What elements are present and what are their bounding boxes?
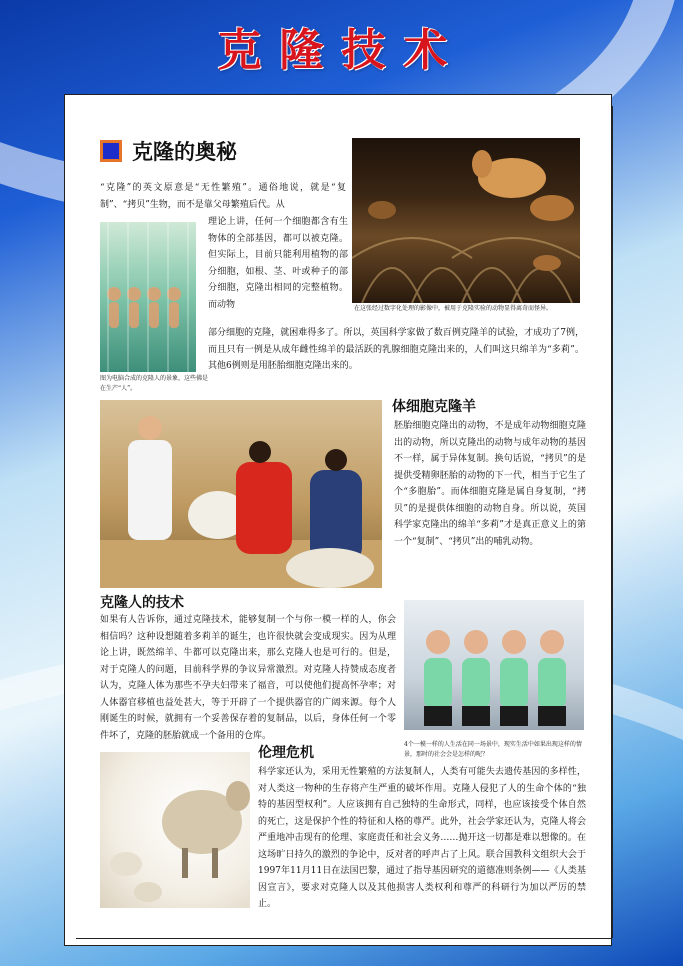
dolly-sheep-illustration [100, 752, 250, 908]
section-heading-mystery: 克隆的奥秘 [132, 139, 237, 164]
frame-line-right [612, 106, 613, 938]
photo-floating-animals [352, 138, 580, 303]
frame-line-bottom [76, 938, 612, 939]
section-heading-ethics: 伦理危机 [258, 745, 314, 761]
photo-caption-identical-people: 4个一模一样的人生活在同一场景中，现实生活中如果出现这样的情景，那时的社会会是怎样的呢？ [404, 741, 582, 758]
cloned-humans-illustration [100, 222, 196, 372]
section-heading-human-clone: 克隆人的技术 [100, 595, 184, 611]
paragraph-dolly-origin: 部分细胞的克隆，就困难得多了。所以，英国科学家做了数百例克隆羊的试验，才成功了7例，而且只有一例是从成年雌性绵羊的最活跃的乳腺细胞克隆出来的，人们叫这只绵羊为“多莉”。其他6例则是用胚胎细胞克隆出来的。 [208, 328, 584, 371]
photo-scientists-sheep [100, 400, 382, 588]
floating-animals-illustration [352, 138, 580, 303]
paragraph-ethics: 科学家还认为，采用无性繁殖的方法复制人，人类有可能失去遗传基因的多样性，对人类这一物种的生存将产生严重的破坏作用。克隆人侵犯了人的生命个体的“独特的基因型权利”。人应该拥有自己独特的生命形式，同样，也应该接受个体自然的死亡，这是保护个性的特征和人格的尊严。此外，社会学家还认为，克隆人将会严重地冲击现有的伦理、家庭责任和社会义务……抛开这一切都是难以想像的。在这场旷日持久的激烈的争论中，反对者的呼声占了上风。联合国教科文组织大会于1997年11月11日在法国巴黎，通过了指导基因研究的道德准则条例——《人类基因宣言》，要求对克隆人以及其他损害人类权利和尊严的科研行为加以严厉的禁止。 [258, 767, 586, 909]
paragraph-human-clone: 如果有人告诉你，通过克隆技术，能够复制一个与你一模一样的人，你会相信吗？这种设想随着多莉羊的诞生，也许很快就会变成现实。因为从理论上讲，既然绵羊、牛都可以克隆出来，那么克隆人也是可行的。但是，对于克隆人的问题，目前科学界的争议异常激烈。对克隆人持赞成态度者认为，克隆人体为那些不孕夫妇带来了福音，可以使他们提高怀孕率；对人体器官移植也益处甚大，等于开辟了一个提供器官的广阔来源。每个人刚诞生的时候，就拥有一个妥善保存着的复制品，以后，身体任何一个零件坏了，克隆的胚胎就成一个备用的仓库。 [100, 615, 396, 741]
page-title: 克隆技术 [217, 25, 466, 76]
photo-cloned-humans [100, 222, 196, 372]
photo-caption-cloned-humans: 图为电脑合成的克隆人的景象，这些佛是在生产“人”。 [100, 375, 209, 392]
paragraph-clone-theory: 理论上讲，任何一个细胞都含有生物体的全部基因，都可以被克隆。但实际上，目前只能利用植物的部分细胞，如根、茎、叶或种子的部分细胞，克隆出相同的完整植物。而动物 [208, 217, 348, 310]
identical-people-illustration [404, 600, 584, 730]
photo-caption-animals: 在这张经过数字化处理的影像中，被用于克隆实验的动物显得离奇而怪异。 [354, 305, 553, 312]
paragraph-clone-intro: “克隆”的英文原意是“无性繁殖”。通俗地说，就是“复制”、“拷贝”生物，而不是靠父母繁殖后代。从 [100, 183, 346, 210]
section-marker-icon [100, 140, 122, 162]
photo-identical-people [404, 600, 584, 730]
scientists-sheep-illustration [100, 400, 382, 588]
photo-dolly-sheep [100, 752, 250, 908]
section-heading-somatic: 体细胞克隆羊 [392, 399, 476, 415]
paragraph-somatic-clone: 胚胎细胞克隆出的动物，不是成年动物细胞克隆出的动物，所以克隆出的动物与成年动物的基因不一样，属于异体复制。换句话说，“拷贝”的是提供受精卵胚胎的动物的下一代，相当于它生了个“多胞胎”。而体细胞克隆是属自身复制，“拷贝”的是提供体细胞的动物自身。所以说，英国科学家克隆出的绵羊“多莉”才是真正意义上的第一个“复制”、“拷贝”出的哺乳动物。 [394, 421, 586, 547]
